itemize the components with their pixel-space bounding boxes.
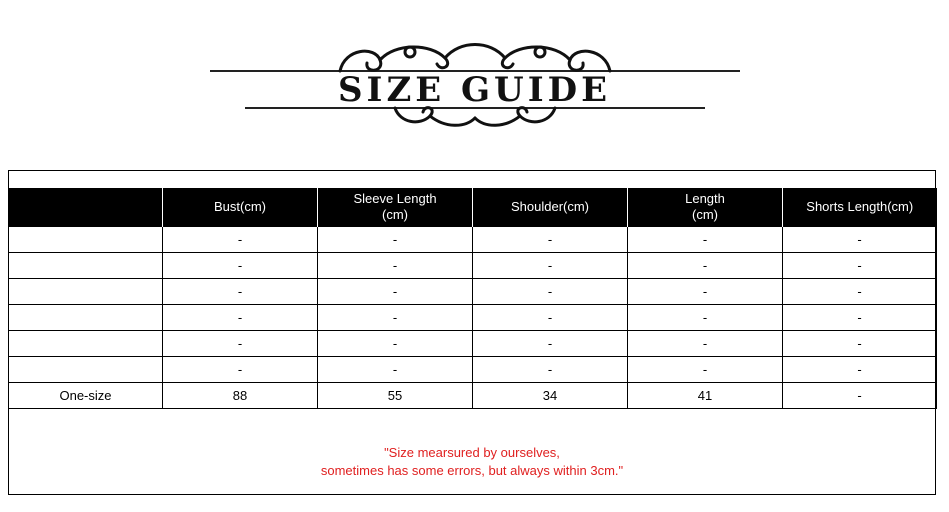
table-row: [9, 279, 937, 305]
table-cell: 34: [473, 383, 628, 409]
table-cell: -: [628, 227, 783, 253]
table-cell: -: [318, 305, 473, 331]
table-cell: -: [473, 253, 628, 279]
table-cell: -: [163, 227, 318, 253]
table-cell: [9, 253, 163, 279]
header-sleeve-length: Sleeve Length (cm): [318, 188, 473, 227]
table-cell: [9, 305, 163, 331]
table-cell: -: [628, 357, 783, 383]
table-cell: -: [163, 279, 318, 305]
header-size: [9, 188, 163, 227]
table-cell: -: [783, 305, 937, 331]
header-shorts-length: Shorts Length(cm): [783, 188, 937, 227]
table-cell: -: [473, 357, 628, 383]
table-cell: [9, 331, 163, 357]
table-cell: One-size: [9, 383, 163, 409]
table-cell: -: [163, 331, 318, 357]
size-table: [8, 188, 937, 409]
table-row: [9, 253, 937, 279]
table-cell: -: [163, 357, 318, 383]
page-title: SIZE GUIDE: [337, 70, 612, 110]
table-cell: -: [783, 227, 937, 253]
table-cell: -: [318, 227, 473, 253]
table-cell: -: [628, 331, 783, 357]
table-row: [9, 305, 937, 331]
header-bust: Bust(cm): [163, 188, 318, 227]
table-row: [9, 357, 937, 383]
table-cell: -: [783, 253, 937, 279]
table-cell: -: [318, 357, 473, 383]
table-cell: 41: [628, 383, 783, 409]
header-shoulder: Shoulder(cm): [473, 188, 628, 227]
table-cell: -: [628, 305, 783, 331]
table-cell: -: [783, 331, 937, 357]
table-cell: -: [473, 279, 628, 305]
table-cell: -: [473, 305, 628, 331]
table-row: [9, 331, 937, 357]
table-cell: -: [318, 331, 473, 357]
table-cell: -: [783, 279, 937, 305]
header-length: Length (cm): [628, 188, 783, 227]
table-cell: -: [163, 253, 318, 279]
table-cell: -: [318, 253, 473, 279]
table-cell: 88: [163, 383, 318, 409]
table-cell: -: [163, 305, 318, 331]
measurement-note: [8, 444, 936, 480]
table-row: [9, 227, 937, 253]
table-cell: 55: [318, 383, 473, 409]
table-cell: [9, 279, 163, 305]
table-row: [9, 383, 937, 409]
header-row: [9, 188, 937, 227]
table-cell: -: [783, 383, 937, 409]
table-cell: -: [473, 227, 628, 253]
table-cell: [9, 227, 163, 253]
note-line-1: "Size mearsured by ourselves,: [384, 445, 560, 460]
table-cell: -: [318, 279, 473, 305]
table-cell: -: [628, 279, 783, 305]
table-cell: -: [783, 357, 937, 383]
table-cell: -: [473, 331, 628, 357]
table-cell: -: [628, 253, 783, 279]
table-cell: [9, 357, 163, 383]
note-line-2: sometimes has some errors, but always within 3cm.": [320, 463, 624, 478]
